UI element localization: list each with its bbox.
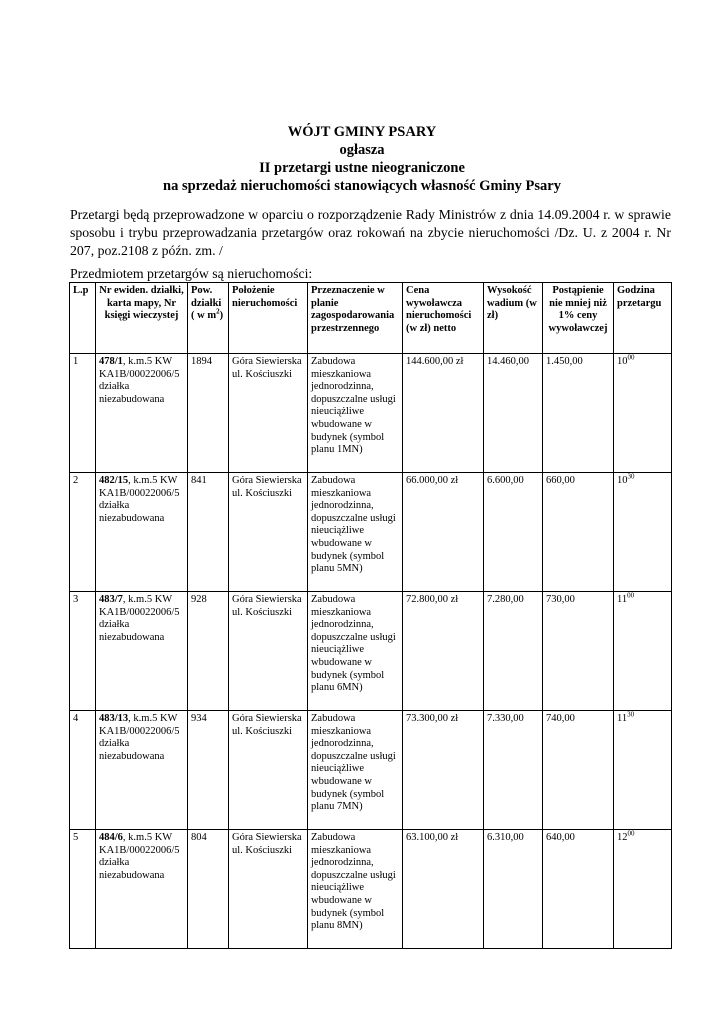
parcel-details: , k.m.5 KW KA1B/00022006/5 działka niezabudowana	[99, 356, 180, 405]
cell-wadium: 14.460,00	[484, 354, 543, 473]
cell-cena: 73.300,00 zł	[403, 711, 484, 830]
cell-przeznaczenie: Zabudowa mieszkaniowa jednorodzinna, dopuszczalne usługi nieuciążliwe wbudowane w budynek (symbol planu 7MN)	[308, 711, 403, 830]
subject-line: Przedmiotem przetargów są nieruchomości:	[70, 266, 313, 281]
parcel-number: 484/6	[99, 832, 123, 843]
header-polozenie: Położenie nieruchomości	[229, 283, 308, 354]
cell-lp: 3	[70, 592, 96, 711]
cell-godz	[614, 473, 672, 592]
cell-przeznaczenie: Zabudowa mieszkaniowa jednorodzinna, dopuszczalne usługi nieuciążliwe wbudowane w budynek (symbol planu 6MN)	[308, 592, 403, 711]
cell-wadium: 7.280,00	[484, 592, 543, 711]
minutes: 00	[627, 829, 635, 838]
cell-przeznaczenie: Zabudowa mieszkaniowa jednorodzinna, dopuszczalne usługi nieuciążliwe wbudowane w budynek (symbol planu 5MN)	[308, 473, 403, 592]
cell-polozenie: Góra Siewierska ul. Kościuszki	[229, 354, 308, 473]
hour: 11	[617, 713, 628, 724]
header-wadium: Wysokość wadium (w zł)	[484, 283, 543, 354]
cell-postapienie: 1.450,00	[543, 354, 614, 473]
cell-pow: 928	[188, 592, 229, 711]
cell-polozenie: Góra Siewierska ul. Kościuszki	[229, 830, 308, 949]
cell-godz	[614, 592, 672, 711]
cell-godz	[614, 354, 672, 473]
table-row	[70, 711, 672, 830]
cell-nr	[96, 711, 188, 830]
cell-nr	[96, 830, 188, 949]
cell-przeznaczenie: Zabudowa mieszkaniowa jednorodzinna, dopuszczalne usługi nieuciążliwe wbudowane w budynek (symbol planu 1MN)	[308, 354, 403, 473]
header-cena: Cena wywoławcza nieruchomości (w zł) netto	[403, 283, 484, 354]
header-pow-text: Pow. działki ( w m	[191, 285, 222, 322]
cell-polozenie: Góra Siewierska ul. Kościuszki	[229, 592, 308, 711]
cell-lp: 2	[70, 473, 96, 592]
hour: 11	[617, 594, 628, 605]
header-godzina: Godzina przetargu	[614, 283, 672, 354]
parcel-number: 478/1	[99, 356, 123, 367]
cell-wadium: 6.600,00	[484, 473, 543, 592]
cell-postapienie: 660,00	[543, 473, 614, 592]
header-nr: Nr ewiden. działki, karta mapy, Nr księgi wieczystej	[96, 283, 188, 354]
properties-table	[69, 282, 672, 949]
table-row	[70, 830, 672, 949]
table-header-row	[70, 283, 672, 354]
table-row	[70, 473, 672, 592]
header-postapienie: Postąpienie nie mniej niż 1% ceny wywoławczej	[543, 283, 614, 354]
cell-godz	[614, 830, 672, 949]
cell-polozenie: Góra Siewierska ul. Kościuszki	[229, 711, 308, 830]
cell-godz	[614, 711, 672, 830]
cell-pow: 1894	[188, 354, 229, 473]
cell-wadium: 7.330,00	[484, 711, 543, 830]
parcel-details: , k.m.5 KW KA1B/00022006/5 działka niezabudowana	[99, 713, 180, 762]
parcel-details: , k.m.5 KW KA1B/00022006/5 działka niezabudowana	[99, 832, 180, 881]
cell-cena: 63.100,00 zł	[403, 830, 484, 949]
table-row	[70, 354, 672, 473]
cell-nr	[96, 354, 188, 473]
cell-nr	[96, 473, 188, 592]
parcel-number: 482/15	[99, 475, 129, 486]
hour: 12	[617, 832, 628, 843]
header-subject: na sprzedaż nieruchomości stanowiących własność Gminy Psary	[163, 178, 561, 194]
header-pow-sup: 2	[216, 307, 220, 316]
cell-lp: 4	[70, 711, 96, 830]
cell-postapienie: 640,00	[543, 830, 614, 949]
cell-postapienie: 730,00	[543, 592, 614, 711]
cell-cena: 144.600,00 zł	[403, 354, 484, 473]
header-announces: ogłasza	[339, 142, 385, 158]
cell-pow: 934	[188, 711, 229, 830]
header-lp: L.p	[70, 283, 96, 354]
cell-przeznaczenie: Zabudowa mieszkaniowa jednorodzinna, dopuszczalne usługi nieuciążliwe wbudowane w budynek (symbol planu 8MN)	[308, 830, 403, 949]
cell-pow: 804	[188, 830, 229, 949]
cell-nr	[96, 592, 188, 711]
minutes: 30	[627, 472, 635, 481]
intro-paragraph: Przetargi będą przeprowadzone w oparciu o rozporządzenie Rady Ministrów z dnia 14.09.2004 r. w sprawie sposobu i trybu przeprowadzania przetargów oraz rokowań na zbycie nieruchomości /Dz. U. z 2004 r. Nr 207, poz.2108 z późn. zm. /	[70, 207, 671, 258]
minutes: 00	[627, 353, 635, 362]
announcement-header	[0, 123, 724, 195]
header-pow	[188, 283, 229, 354]
cell-wadium: 6.310,00	[484, 830, 543, 949]
cell-postapienie: 740,00	[543, 711, 614, 830]
cell-polozenie: Góra Siewierska ul. Kościuszki	[229, 473, 308, 592]
header-pow-close: )	[219, 310, 224, 322]
cell-cena: 66.000,00 zł	[403, 473, 484, 592]
header-title: WÓJT GMINY PSARY	[287, 124, 437, 140]
cell-lp: 5	[70, 830, 96, 949]
minutes: 30	[627, 710, 635, 719]
header-tender-type: II przetargi ustne nieograniczone	[259, 160, 465, 176]
hour: 10	[617, 475, 628, 486]
cell-cena: 72.800,00 zł	[403, 592, 484, 711]
parcel-number: 483/7	[99, 594, 123, 605]
parcel-details: , k.m.5 KW KA1B/00022006/5 działka niezabudowana	[99, 475, 180, 524]
parcel-number: 483/13	[99, 713, 129, 724]
cell-lp: 1	[70, 354, 96, 473]
hour: 10	[617, 356, 628, 367]
cell-pow: 841	[188, 473, 229, 592]
parcel-details: , k.m.5 KW KA1B/00022006/5 działka niezabudowana	[99, 594, 180, 643]
header-przeznaczenie: Przeznaczenie w planie zagospodarowania przestrzennego	[308, 283, 403, 354]
table-row	[70, 592, 672, 711]
minutes: 00	[627, 591, 635, 600]
